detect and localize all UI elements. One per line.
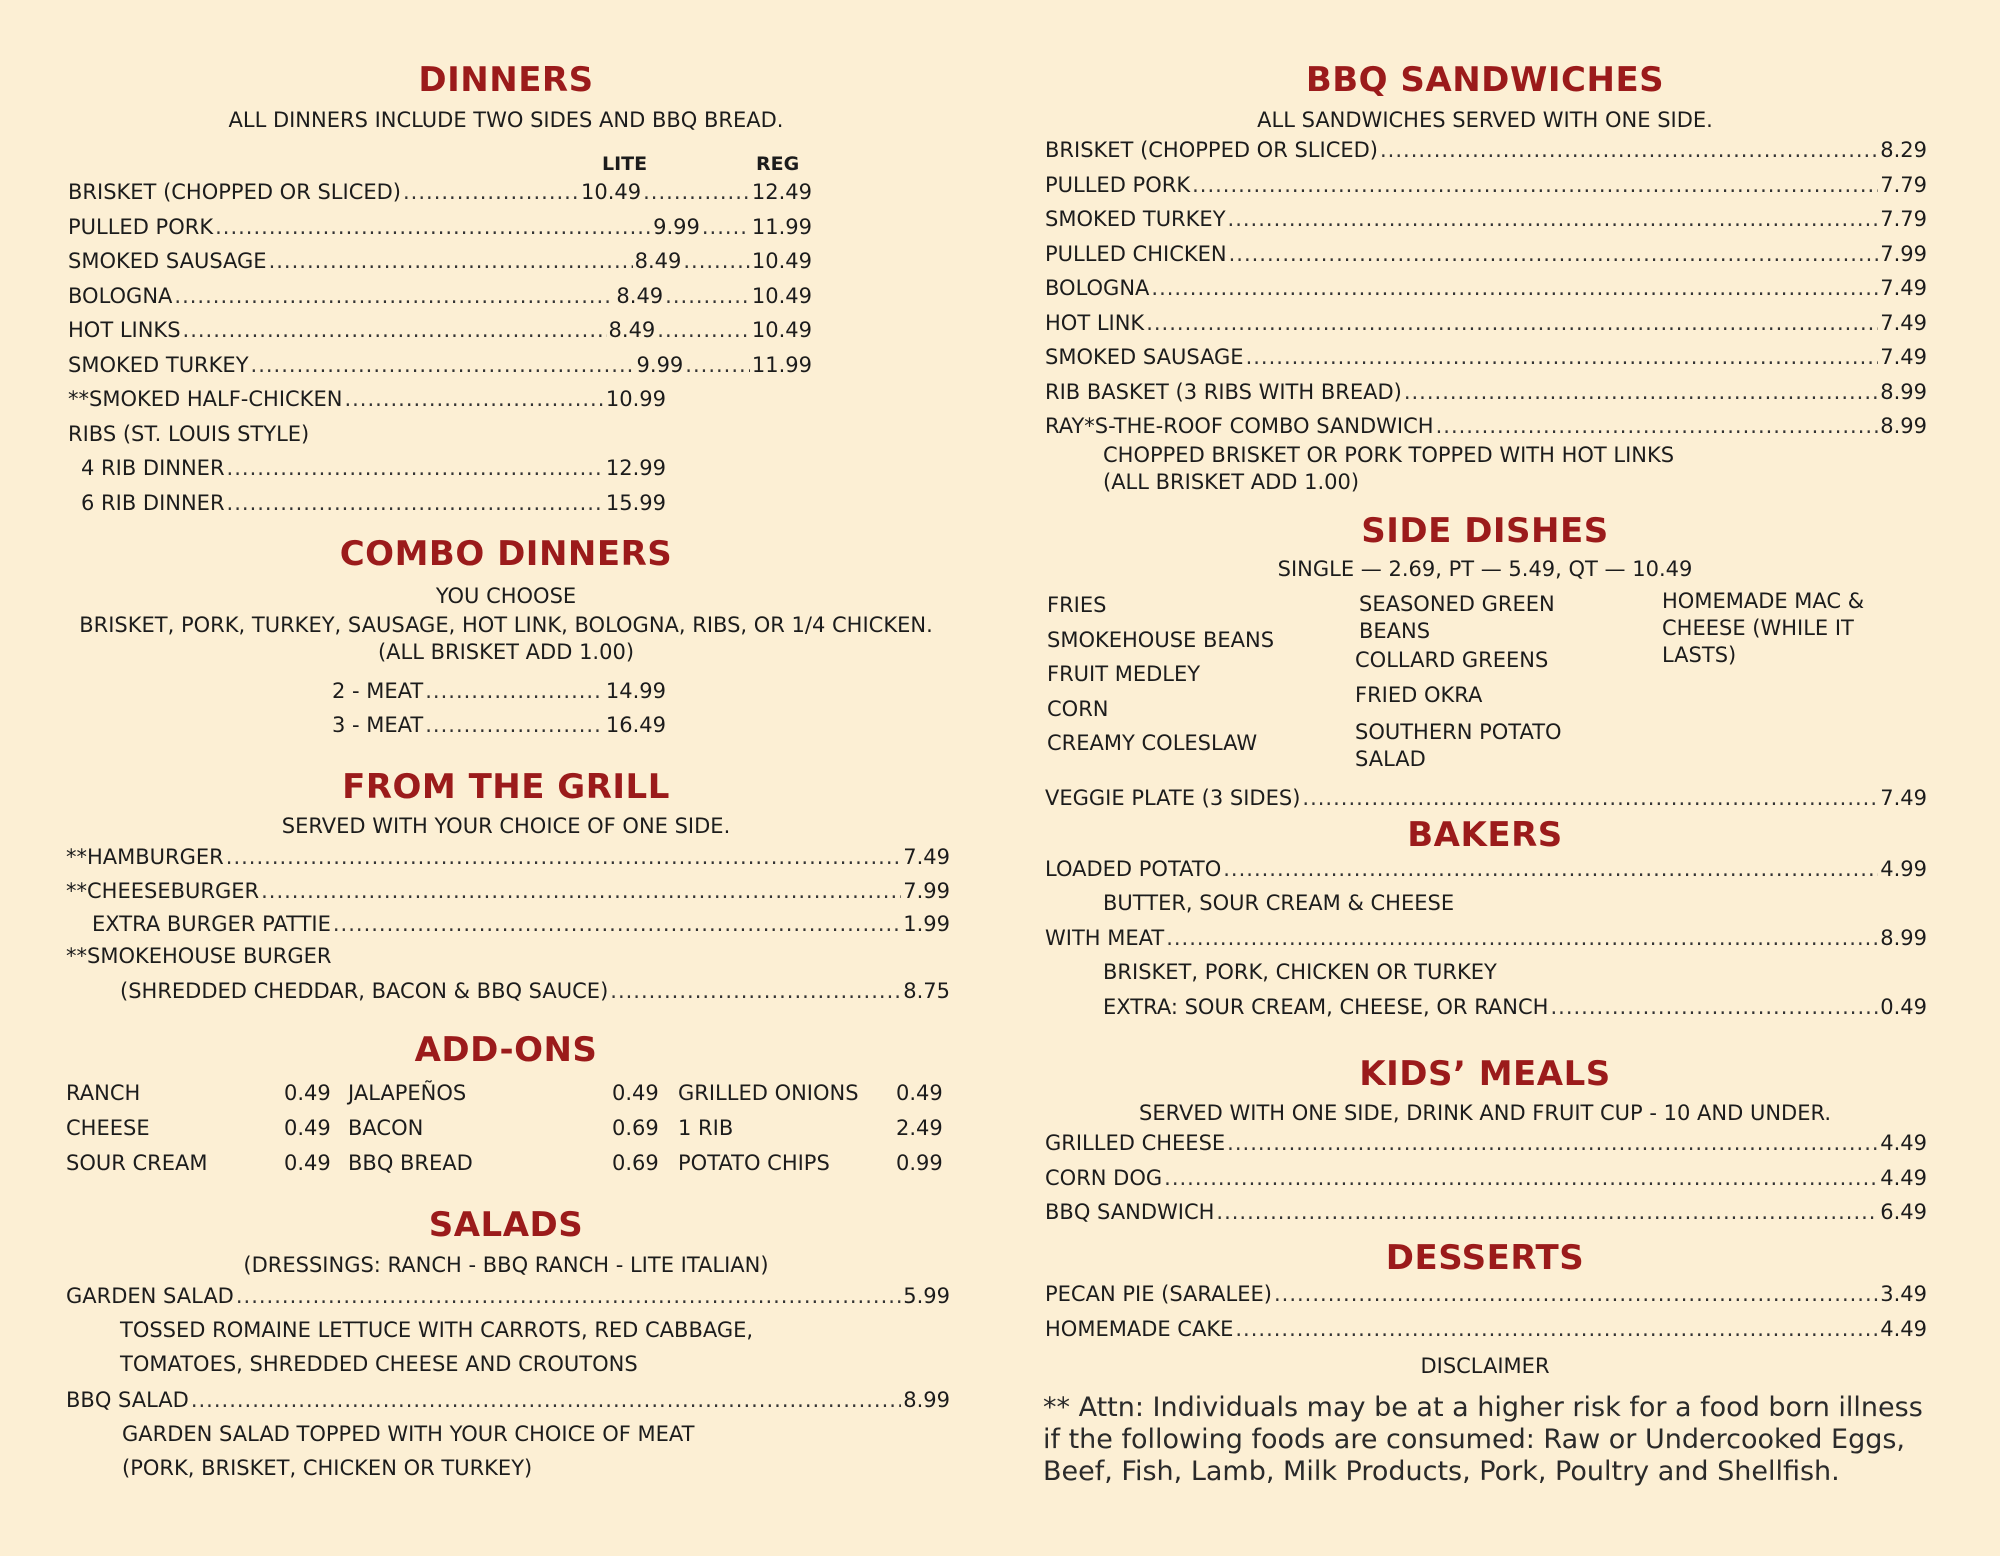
kids-item: CORN DOG ..... 4.49 bbox=[1045, 1166, 1927, 1190]
addon-name: POTATO CHIPS bbox=[678, 1151, 830, 1175]
addon-name: 1 RIB bbox=[678, 1116, 734, 1140]
lite-price: 8.49 bbox=[616, 284, 664, 308]
grill-item-cheeseburger: **CHEESEBURGER ..... 7.99 bbox=[66, 879, 950, 903]
side-item: FRIES bbox=[1047, 593, 1107, 617]
grill-title: FROM THE GRILL bbox=[342, 767, 670, 807]
sandwich-item: PULLED CHICKEN ..... 7.99 bbox=[1045, 242, 1927, 266]
side-item-veggie-plate: VEGGIE PLATE (3 SIDES) ..... 7.49 bbox=[1045, 786, 1927, 810]
lite-price: 10.99 bbox=[605, 387, 666, 411]
sides-prices: SINGLE — 2.69, PT — 5.49, QT — 10.49 bbox=[1277, 557, 1693, 581]
grill-item-extra-pattie: EXTRA BURGER PATTIE ..... 1.99 bbox=[92, 912, 950, 936]
reg-price: 10.49 bbox=[751, 318, 812, 342]
baker-item-with-meat: WITH MEAT ..... 8.99 bbox=[1045, 926, 1927, 950]
disclaimer-label: DISCLAIMER bbox=[1420, 1354, 1550, 1378]
reg-price: 11.99 bbox=[751, 215, 812, 239]
addon-price: 0.49 bbox=[612, 1081, 659, 1105]
desserts-title: DESSERTS bbox=[1385, 1238, 1585, 1278]
dinners-title: DINNERS bbox=[418, 60, 594, 100]
sandwiches-subtitle: ALL SANDWICHES SERVED WITH ONE SIDE. bbox=[1257, 108, 1713, 132]
dessert-item: HOMEMADE CAKE ..... 4.49 bbox=[1045, 1317, 1927, 1341]
salads-subtitle: (DRESSINGS: RANCH - BBQ RANCH - LITE ITALIAN) bbox=[243, 1253, 769, 1277]
addon-price: 0.49 bbox=[284, 1081, 331, 1105]
dinner-item-brisket: BRISKET (CHOPPED OR SLICED) ..... 10.49 ..... 12.49 bbox=[68, 180, 812, 204]
grill-subtitle: SERVED WITH YOUR CHOICE OF ONE SIDE. bbox=[281, 814, 731, 838]
side-item: BEANS bbox=[1359, 619, 1431, 643]
dinner-item-smoked-sausage: SMOKED SAUSAGE ..... 8.49 ..... 10.49 bbox=[68, 249, 812, 273]
disclaimer-line: Beef, Fish, Lamb, Milk Products, Pork, Poultry and Shellfish. bbox=[1043, 1456, 1840, 1487]
kids-item: GRILLED CHEESE ..... 4.49 bbox=[1045, 1131, 1927, 1155]
grill-smokehouse-label: **SMOKEHOUSE BURGER bbox=[66, 944, 332, 968]
addon-name: JALAPEÑOS bbox=[348, 1081, 467, 1105]
grill-item-hamburger: **HAMBURGER ..... 7.49 bbox=[66, 845, 950, 869]
dinner-item-hot-links: HOT LINKS ..... 8.49 ..... 10.49 bbox=[68, 318, 812, 342]
addon-price: 0.69 bbox=[612, 1151, 659, 1175]
dinner-item-pulled-pork: PULLED PORK ..... 9.99 ..... 11.99 bbox=[68, 215, 812, 239]
side-item: CORN bbox=[1047, 697, 1109, 721]
dinners-subtitle: ALL DINNERS INCLUDE TWO SIDES AND BBQ BREAD. bbox=[228, 108, 784, 132]
sandwich-item: SMOKED SAUSAGE ..... 7.49 bbox=[1045, 345, 1927, 369]
addon-name: SOUR CREAM bbox=[66, 1151, 208, 1175]
sandwich-item: BOLOGNA ..... 7.49 bbox=[1045, 276, 1927, 300]
sandwich-item: RIB BASKET (3 RIBS WITH BREAD) ..... 8.99 bbox=[1045, 380, 1927, 404]
side-item: CREAMY COLESLAW bbox=[1047, 731, 1258, 755]
salad-garden-desc: TOSSED ROMAINE LETTUCE WITH CARROTS, RED CABBAGE, bbox=[120, 1318, 754, 1342]
combo-sandwich-desc: CHOPPED BRISKET OR PORK TOPPED WITH HOT LINKS bbox=[1103, 443, 1675, 467]
addons-title: ADD-ONS bbox=[414, 1030, 598, 1070]
side-item: HOMEMADE MAC & bbox=[1662, 589, 1865, 613]
reg-price: 11.99 bbox=[751, 353, 812, 377]
sandwich-item: SMOKED TURKEY ..... 7.79 bbox=[1045, 207, 1927, 231]
salad-garden-desc: TOMATOES, SHREDDED CHEESE AND CROUTONS bbox=[120, 1352, 638, 1376]
sandwich-item: BRISKET (CHOPPED OR SLICED) ..... 8.29 bbox=[1045, 138, 1927, 162]
disclaimer-line: ** Attn: Individuals may be at a higher risk for a food born illness bbox=[1043, 1392, 1923, 1423]
combo-title: COMBO DINNERS bbox=[339, 534, 673, 574]
lite-price: 9.99 bbox=[636, 353, 684, 377]
addon-price: 0.69 bbox=[612, 1116, 659, 1140]
addon-price: 0.49 bbox=[284, 1151, 331, 1175]
addon-price: 0.49 bbox=[284, 1116, 331, 1140]
dinner-item-4-rib: 4 RIB DINNER ..... 12.99 bbox=[81, 456, 666, 480]
bakers-title: BAKERS bbox=[1407, 815, 1563, 855]
dinner-item-bologna: BOLOGNA ..... 8.49 ..... 10.49 bbox=[68, 284, 812, 308]
side-item: FRUIT MEDLEY bbox=[1047, 662, 1201, 686]
addon-price: 0.99 bbox=[896, 1151, 943, 1175]
lite-price: 15.99 bbox=[605, 491, 666, 515]
reg-price: 10.49 bbox=[751, 284, 812, 308]
addon-price: 2.49 bbox=[896, 1116, 943, 1140]
lite-price: 8.49 bbox=[608, 318, 656, 342]
addon-name: BBQ BREAD bbox=[348, 1151, 473, 1175]
kids-item: BBQ SANDWICH ..... 6.49 bbox=[1045, 1200, 1927, 1224]
lite-price: 12.99 bbox=[605, 456, 666, 480]
lite-price: 9.99 bbox=[653, 215, 700, 239]
combo-item-3-meat: 3 - MEAT ..... 16.49 bbox=[332, 713, 666, 737]
side-item: SOUTHERN POTATO bbox=[1355, 720, 1562, 744]
sides-title: SIDE DISHES bbox=[1361, 511, 1609, 551]
dinners-reg-header: REG bbox=[756, 153, 800, 175]
sandwich-item: HOT LINK ..... 7.49 bbox=[1045, 311, 1927, 335]
dinners-lite-header: LITE bbox=[602, 153, 648, 175]
kids-title: KIDS’ MEALS bbox=[1359, 1054, 1611, 1094]
reg-price: 12.49 bbox=[751, 180, 812, 204]
addon-price: 0.49 bbox=[896, 1081, 943, 1105]
sandwich-item: RAY*S-THE-ROOF COMBO SANDWICH ..... 8.99 bbox=[1045, 414, 1927, 438]
addon-name: RANCH bbox=[66, 1081, 141, 1105]
side-item: CHEESE (WHILE IT bbox=[1662, 616, 1854, 640]
dinner-item-smoked-turkey: SMOKED TURKEY ..... 9.99 ..... 11.99 bbox=[68, 353, 812, 377]
combo-item-2-meat: 2 - MEAT ..... 14.99 bbox=[332, 679, 666, 703]
sandwich-item: PULLED PORK ..... 7.79 bbox=[1045, 173, 1927, 197]
kids-subtitle: SERVED WITH ONE SIDE, DRINK AND FRUIT CUP - 10 AND UNDER. bbox=[1138, 1101, 1831, 1125]
side-item: SALAD bbox=[1355, 747, 1426, 771]
combo-line2: BRISKET, PORK, TURKEY, SAUSAGE, HOT LINK, BOLOGNA, RIBS, OR 1/4 CHICKEN. bbox=[79, 613, 933, 637]
dinner-item-half-chicken: **SMOKED HALF-CHICKEN ..... 10.99 bbox=[68, 387, 666, 411]
baker-item-loaded: LOADED POTATO ..... 4.99 bbox=[1045, 857, 1927, 881]
baker-loaded-desc: BUTTER, SOUR CREAM & CHEESE bbox=[1103, 891, 1455, 915]
salad-bbq-desc: (PORK, BRISKET, CHICKEN OR TURKEY) bbox=[122, 1456, 533, 1480]
combo-line1: YOU CHOOSE bbox=[435, 584, 577, 608]
dinner-item-6-rib: 6 RIB DINNER ..... 15.99 bbox=[81, 491, 666, 515]
reg-price: 10.49 bbox=[751, 249, 812, 273]
ribs-label: RIBS (ST. LOUIS STYLE) bbox=[68, 422, 310, 446]
baker-item-extra: EXTRA: SOUR CREAM, CHEESE, OR RANCH ..... 0.49 bbox=[1103, 995, 1927, 1019]
sandwiches-title: BBQ SANDWICHES bbox=[1305, 60, 1665, 100]
salads-title: SALADS bbox=[428, 1205, 584, 1245]
grill-item-smokehouse: (SHREDDED CHEDDAR, BACON & BBQ SAUCE) ..... 8.75 bbox=[120, 979, 950, 1003]
salad-item-bbq: BBQ SALAD ..... 8.99 bbox=[66, 1388, 950, 1412]
side-item: FRIED OKRA bbox=[1355, 683, 1483, 707]
lite-price: 10.49 bbox=[581, 180, 642, 204]
addon-name: BACON bbox=[348, 1116, 424, 1140]
addon-name: CHEESE bbox=[66, 1116, 150, 1140]
side-item: COLLARD GREENS bbox=[1355, 648, 1549, 672]
combo-line3: (ALL BRISKET ADD 1.00) bbox=[377, 640, 635, 664]
lite-price: 8.49 bbox=[634, 249, 682, 273]
disclaimer-line: if the following foods are consumed: Raw or Undercooked Eggs, bbox=[1043, 1424, 1905, 1455]
salad-bbq-desc: GARDEN SALAD TOPPED WITH YOUR CHOICE OF MEAT bbox=[122, 1422, 695, 1446]
side-item: SMOKEHOUSE BEANS bbox=[1047, 628, 1275, 652]
combo-sandwich-desc: (ALL BRISKET ADD 1.00) bbox=[1103, 470, 1360, 494]
dessert-item: PECAN PIE (SARALEE) ..... 3.49 bbox=[1045, 1282, 1927, 1306]
side-item: SEASONED GREEN bbox=[1359, 592, 1555, 616]
baker-meat-desc: BRISKET, PORK, CHICKEN OR TURKEY bbox=[1103, 960, 1497, 984]
side-item: LASTS) bbox=[1662, 643, 1737, 667]
addon-name: GRILLED ONIONS bbox=[678, 1081, 859, 1105]
salad-item-garden: GARDEN SALAD ..... 5.99 bbox=[66, 1284, 950, 1308]
